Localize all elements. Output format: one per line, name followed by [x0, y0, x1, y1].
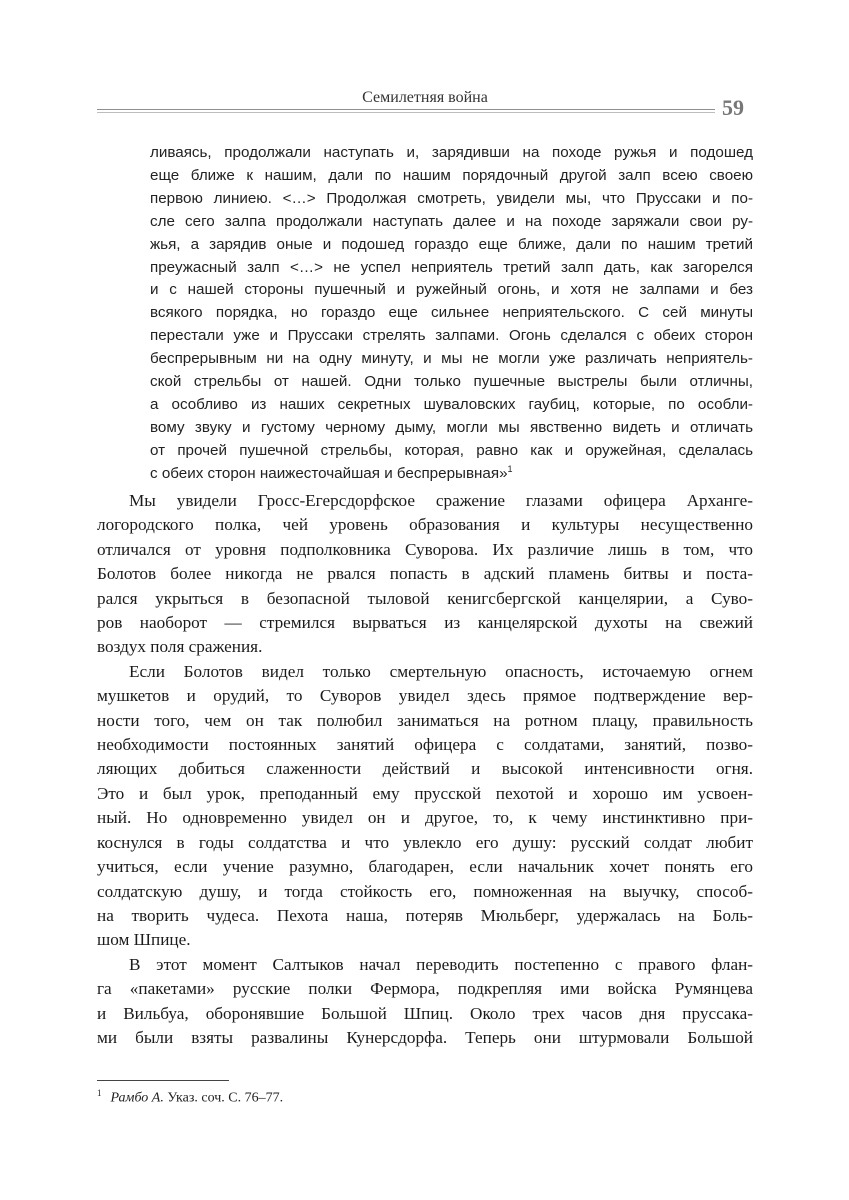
quote-line: а особливо из наших секретных шуваловских гаубиц, которые, по особли- — [150, 395, 753, 413]
quote-line: ливаясь, продолжали наступать и, зарядивши на походе ружья и подошед — [150, 144, 753, 161]
text-line: Болотов более никогда не рвался попасть в адский пламень битвы и поста- — [97, 564, 753, 584]
text-line: коснулся в годы солдатства и что увлекло его душу: русский солдат любит — [97, 832, 753, 852]
text-line: га «пакетами» русские полки Фермора, подкрепляя ими войска Румянцева — [97, 979, 753, 999]
footnote-mark: 1 — [97, 1088, 102, 1098]
quote-line: всякого порядка, но гораздо еще сильнее неприятельского. С сей минуты — [150, 304, 753, 322]
footnote-reference: 1 — [507, 463, 513, 474]
quote-line: и с нашей стороны пушечный и ружейный огонь, и хотя не залпами и без — [150, 281, 753, 299]
text-line: учиться, если учение разумно, благодарен, если начальник хочет понять его — [97, 857, 753, 877]
text-line: логородского полка, чей уровень образования и культуры несущественно — [97, 515, 753, 535]
page-number: 59 — [722, 95, 744, 120]
text-line: воздух поля сражения. — [97, 637, 263, 657]
quote-line: беспрерывным ни на одну минуту, и мы не могли уже различать неприятель- — [150, 350, 753, 368]
header-rule — [97, 109, 715, 110]
quote-line: перестали уже и Пруссаки стрелять залпами. Огонь сделался с обеих сторон — [150, 327, 753, 345]
quote-line: жья, а зарядив оные и подошед гораздо еще ближе, дали по нашим третий — [150, 235, 753, 253]
text-line: отличался от уровня подполковника Суворова. Их различие лишь в том, что — [97, 539, 753, 559]
running-header-title: Семилетняя война — [362, 89, 488, 106]
footnote — [97, 1088, 283, 1107]
text-line: ляющих добиться слаженности действий и высокой интенсивности огня. — [97, 759, 753, 779]
text-line: ный. Но одновременно увидел он и другое, то, к чему инстинктивно при- — [97, 808, 753, 828]
quote-last-line — [150, 463, 753, 486]
text-line: необходимости постоянных занятий офицера с солдатами, занятий, позво- — [97, 735, 753, 755]
quote-line: сле сего залпа продолжали наступать далее и на походе заряжали свои ру- — [150, 212, 753, 230]
text-line: шом Шпице. — [97, 930, 191, 950]
text-line: на творить чудеса. Пехота наша, потеряв Мюльберг, удержалась на Боль- — [97, 905, 753, 925]
main-text — [97, 489, 753, 1050]
text-line: В этот момент Салтыков начал переводить постепенно с правого флан- — [129, 954, 753, 974]
paragraph — [97, 953, 753, 1051]
quote-last-line-text: с обеих сторон наижесточайшая и беспрерывная» — [150, 464, 508, 482]
text-line: Это и был урок, преподанный ему прусской пехотой и хорошо им усвоен- — [97, 783, 753, 803]
quote-line: от прочей пушечной стрельбы, которая, равно как и оружейная, сделалась — [150, 441, 753, 459]
text-line: солдатскую душу, и тогда стойкость его, помноженная на выучку, способ- — [97, 881, 753, 901]
text-line: Мы увидели Гросс-Егерсдорфское сражение глазами офицера Арханге- — [129, 491, 753, 510]
quote-line: первою линиею. <…> Продолжая смотреть, увидели мы, что Пруссаки и по- — [150, 189, 753, 207]
text-line: мушкетов и орудий, то Суворов увидел здесь прямое подтверждение вер- — [97, 686, 753, 706]
quote-line: ской стрельбы от нашей. Одни только пушечные выстрелы были отличны, — [150, 373, 753, 391]
footnote-text: Указ. соч. С. 76–77. — [167, 1090, 284, 1106]
quote-line: еще ближе к нашим, дали по нашим порядочный другой залп всею своею — [150, 166, 753, 184]
footnote-author: Рамбо А. — [110, 1090, 164, 1106]
text-line: ми были взяты развалины Кунерсдорфа. Теперь они штурмовали Большой — [97, 1027, 753, 1047]
footnote-rule — [97, 1080, 229, 1081]
text-line: Если Болотов видел только смертельную опасность, источаемую огнем — [129, 661, 753, 681]
text-line: и Вильбуа, оборонявшие Большой Шпиц. Около трех часов дня пруссака- — [97, 1003, 753, 1023]
block-quote — [150, 142, 753, 486]
paragraph — [97, 660, 753, 953]
text-line: ности того, чем он так полюбил заниматься на ротном плацу, правильность — [97, 710, 753, 730]
text-line: ров наоборот — стремился вырваться из канцелярской духоты на свежий — [97, 613, 753, 633]
text-line: рался укрыться в безопасной тыловой кенигсбергской канцелярии, а Суво- — [97, 588, 753, 608]
quote-line: преужасный залп <…> не успел неприятель третий залп дать, как загорелся — [150, 258, 753, 276]
quote-line: вому звуку и густому черному дыму, могли мы явственно видеть и отличать — [150, 418, 753, 436]
paragraph — [97, 489, 753, 660]
